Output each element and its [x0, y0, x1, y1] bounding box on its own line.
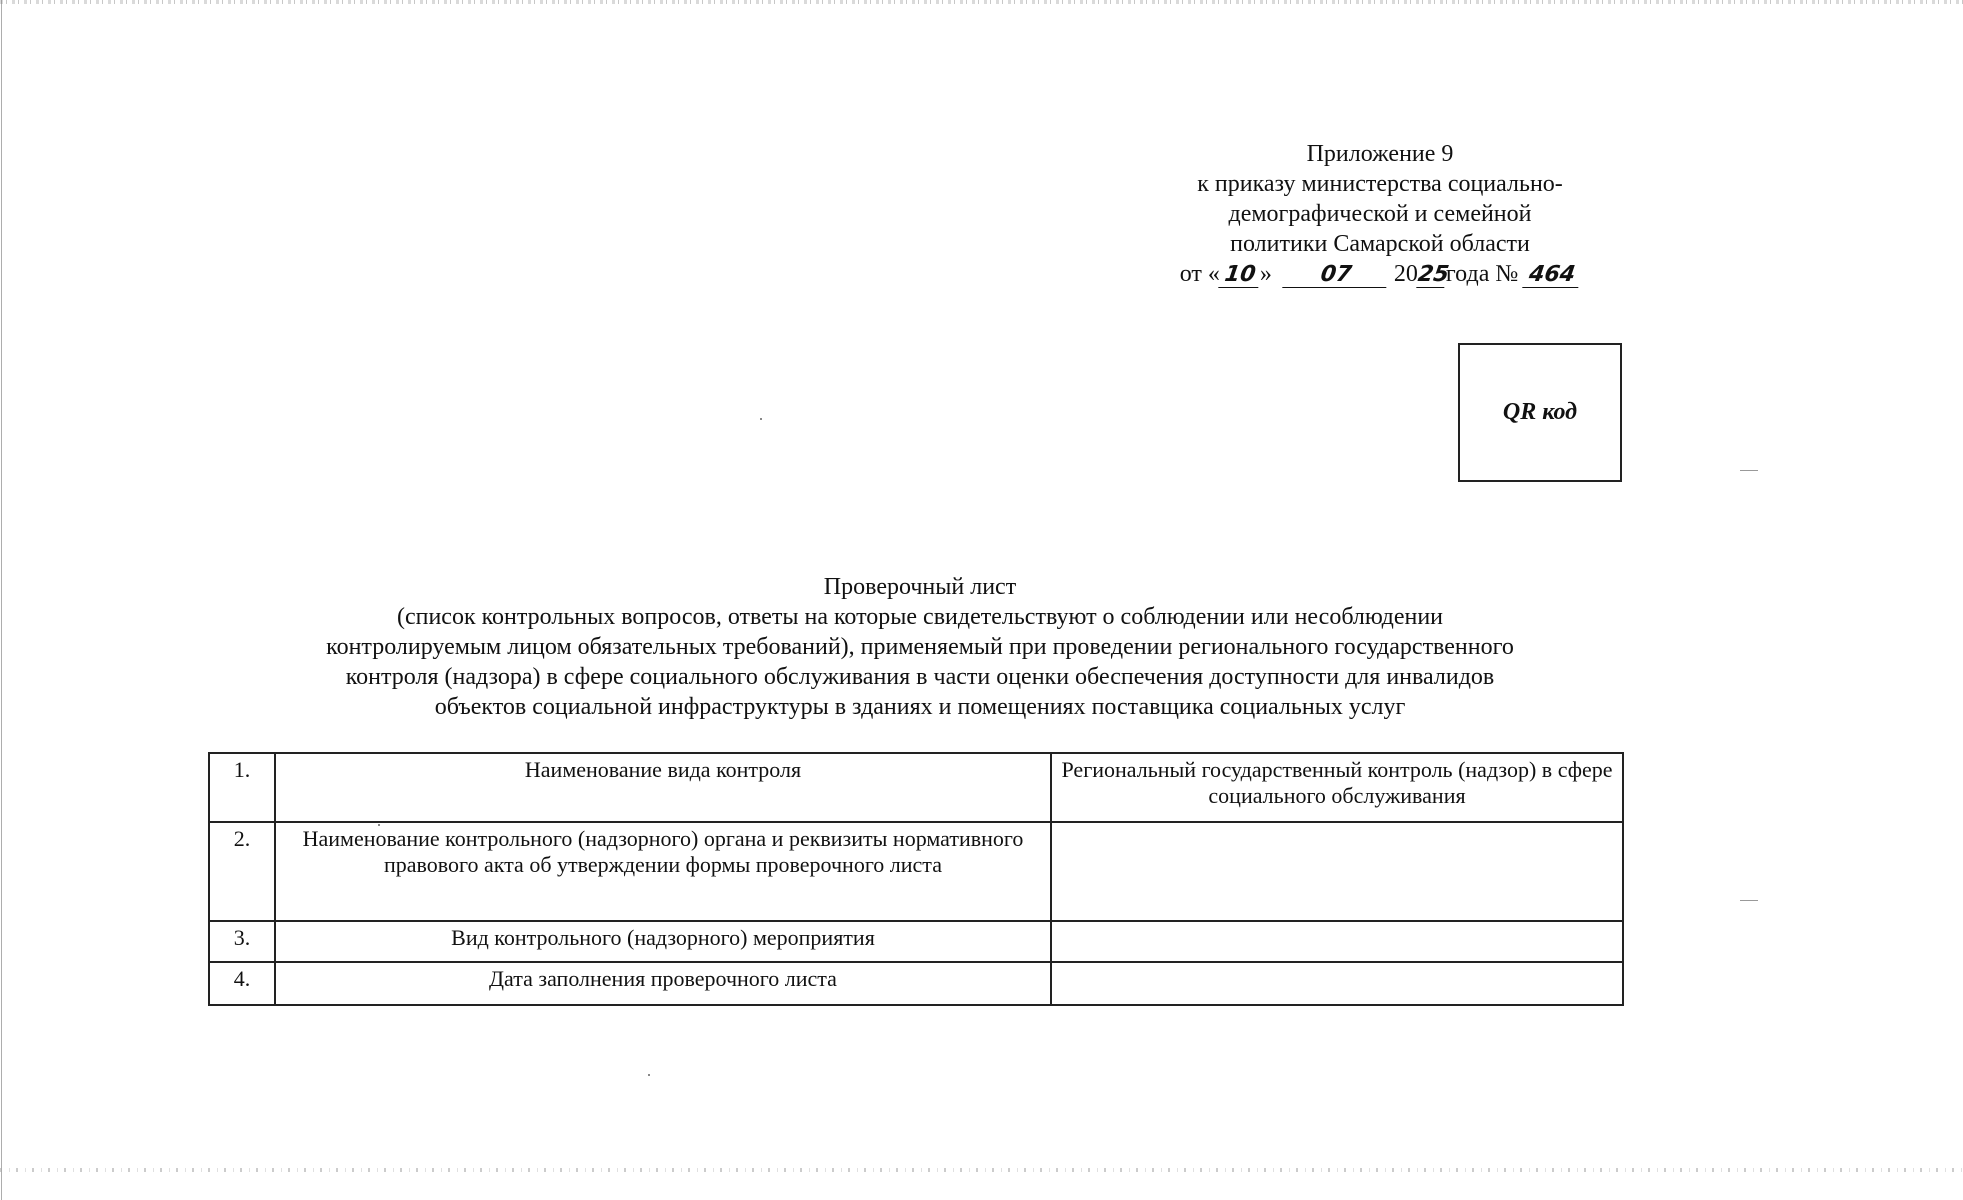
row-label: Вид контрольного (надзорного) мероприятия: [275, 921, 1051, 962]
row-label: Наименование контрольного (надзорного) органа и реквизиты нормативного правового акта об утверждении формы проверочного листа: [275, 822, 1051, 921]
row-label: Наименование вида контроля: [275, 753, 1051, 822]
scan-artifact-left: [1, 0, 2, 1200]
scan-speck: [760, 418, 762, 420]
order-date-line: [1140, 259, 1620, 289]
annex-ministry-line: демографической и семейной: [1228, 201, 1532, 227]
checklist-info-table: [208, 752, 1624, 1006]
table-row: [209, 921, 1623, 962]
date-prefix: от «: [1179, 261, 1220, 287]
row-number: 2.: [209, 822, 275, 921]
row-value: [1051, 822, 1623, 921]
row-value: [1051, 962, 1623, 1005]
year-prefix: 20: [1393, 261, 1418, 287]
margin-mark: [1740, 900, 1758, 901]
table-row: [209, 753, 1623, 822]
annex-order-line: к приказу министерства социально-: [1197, 171, 1563, 197]
order-day: 10: [1218, 263, 1262, 288]
date-mid: »: [1259, 261, 1272, 287]
row-value: Региональный государственный контроль (надзор) в сфере социального обслуживания: [1051, 753, 1623, 822]
row-number: 1.: [209, 753, 275, 822]
order-number: 464: [1522, 263, 1582, 288]
annex-title: Приложение 9: [1306, 141, 1454, 167]
order-month: 07: [1282, 263, 1390, 288]
row-number: 4.: [209, 962, 275, 1005]
row-number: 3.: [209, 921, 275, 962]
scan-speck: [648, 1074, 650, 1076]
year-word: года №: [1445, 261, 1519, 287]
row-label: Дата заполнения проверочного листа: [275, 962, 1051, 1005]
annex-region-line: политики Самарской области: [1230, 231, 1530, 257]
qr-code-placeholder: [1458, 343, 1622, 482]
margin-mark: [1740, 470, 1758, 471]
row-value: [1051, 921, 1623, 962]
checklist-heading: Проверочный лист: [823, 574, 1017, 600]
annex-header: [1140, 139, 1620, 289]
checklist-subtitle-line-2: контролируемым лицом обязательных требований), применяемый при проведении регионального государственного: [326, 634, 1514, 660]
scan-artifact-bottom: [0, 1168, 1963, 1172]
checklist-title-block: [180, 572, 1660, 722]
checklist-subtitle-line-1: (список контрольных вопросов, ответы на которые свидетельствуют о соблюдении или несоблюдении: [396, 604, 1444, 630]
table-row: [209, 962, 1623, 1005]
qr-label: QR код: [1502, 399, 1578, 425]
checklist-subtitle-line-4: объектов социальной инфраструктуры в зданиях и помещениях поставщика социальных услуг: [434, 694, 1406, 720]
checklist-subtitle-line-3: контроля (надзора) в сфере социального обслуживания в части оценки обеспечения доступности для инвалидов: [345, 664, 1495, 690]
order-year-suffix: 25: [1416, 262, 1451, 287]
table-row: [209, 822, 1623, 921]
scan-artifact-top: [0, 0, 1963, 4]
